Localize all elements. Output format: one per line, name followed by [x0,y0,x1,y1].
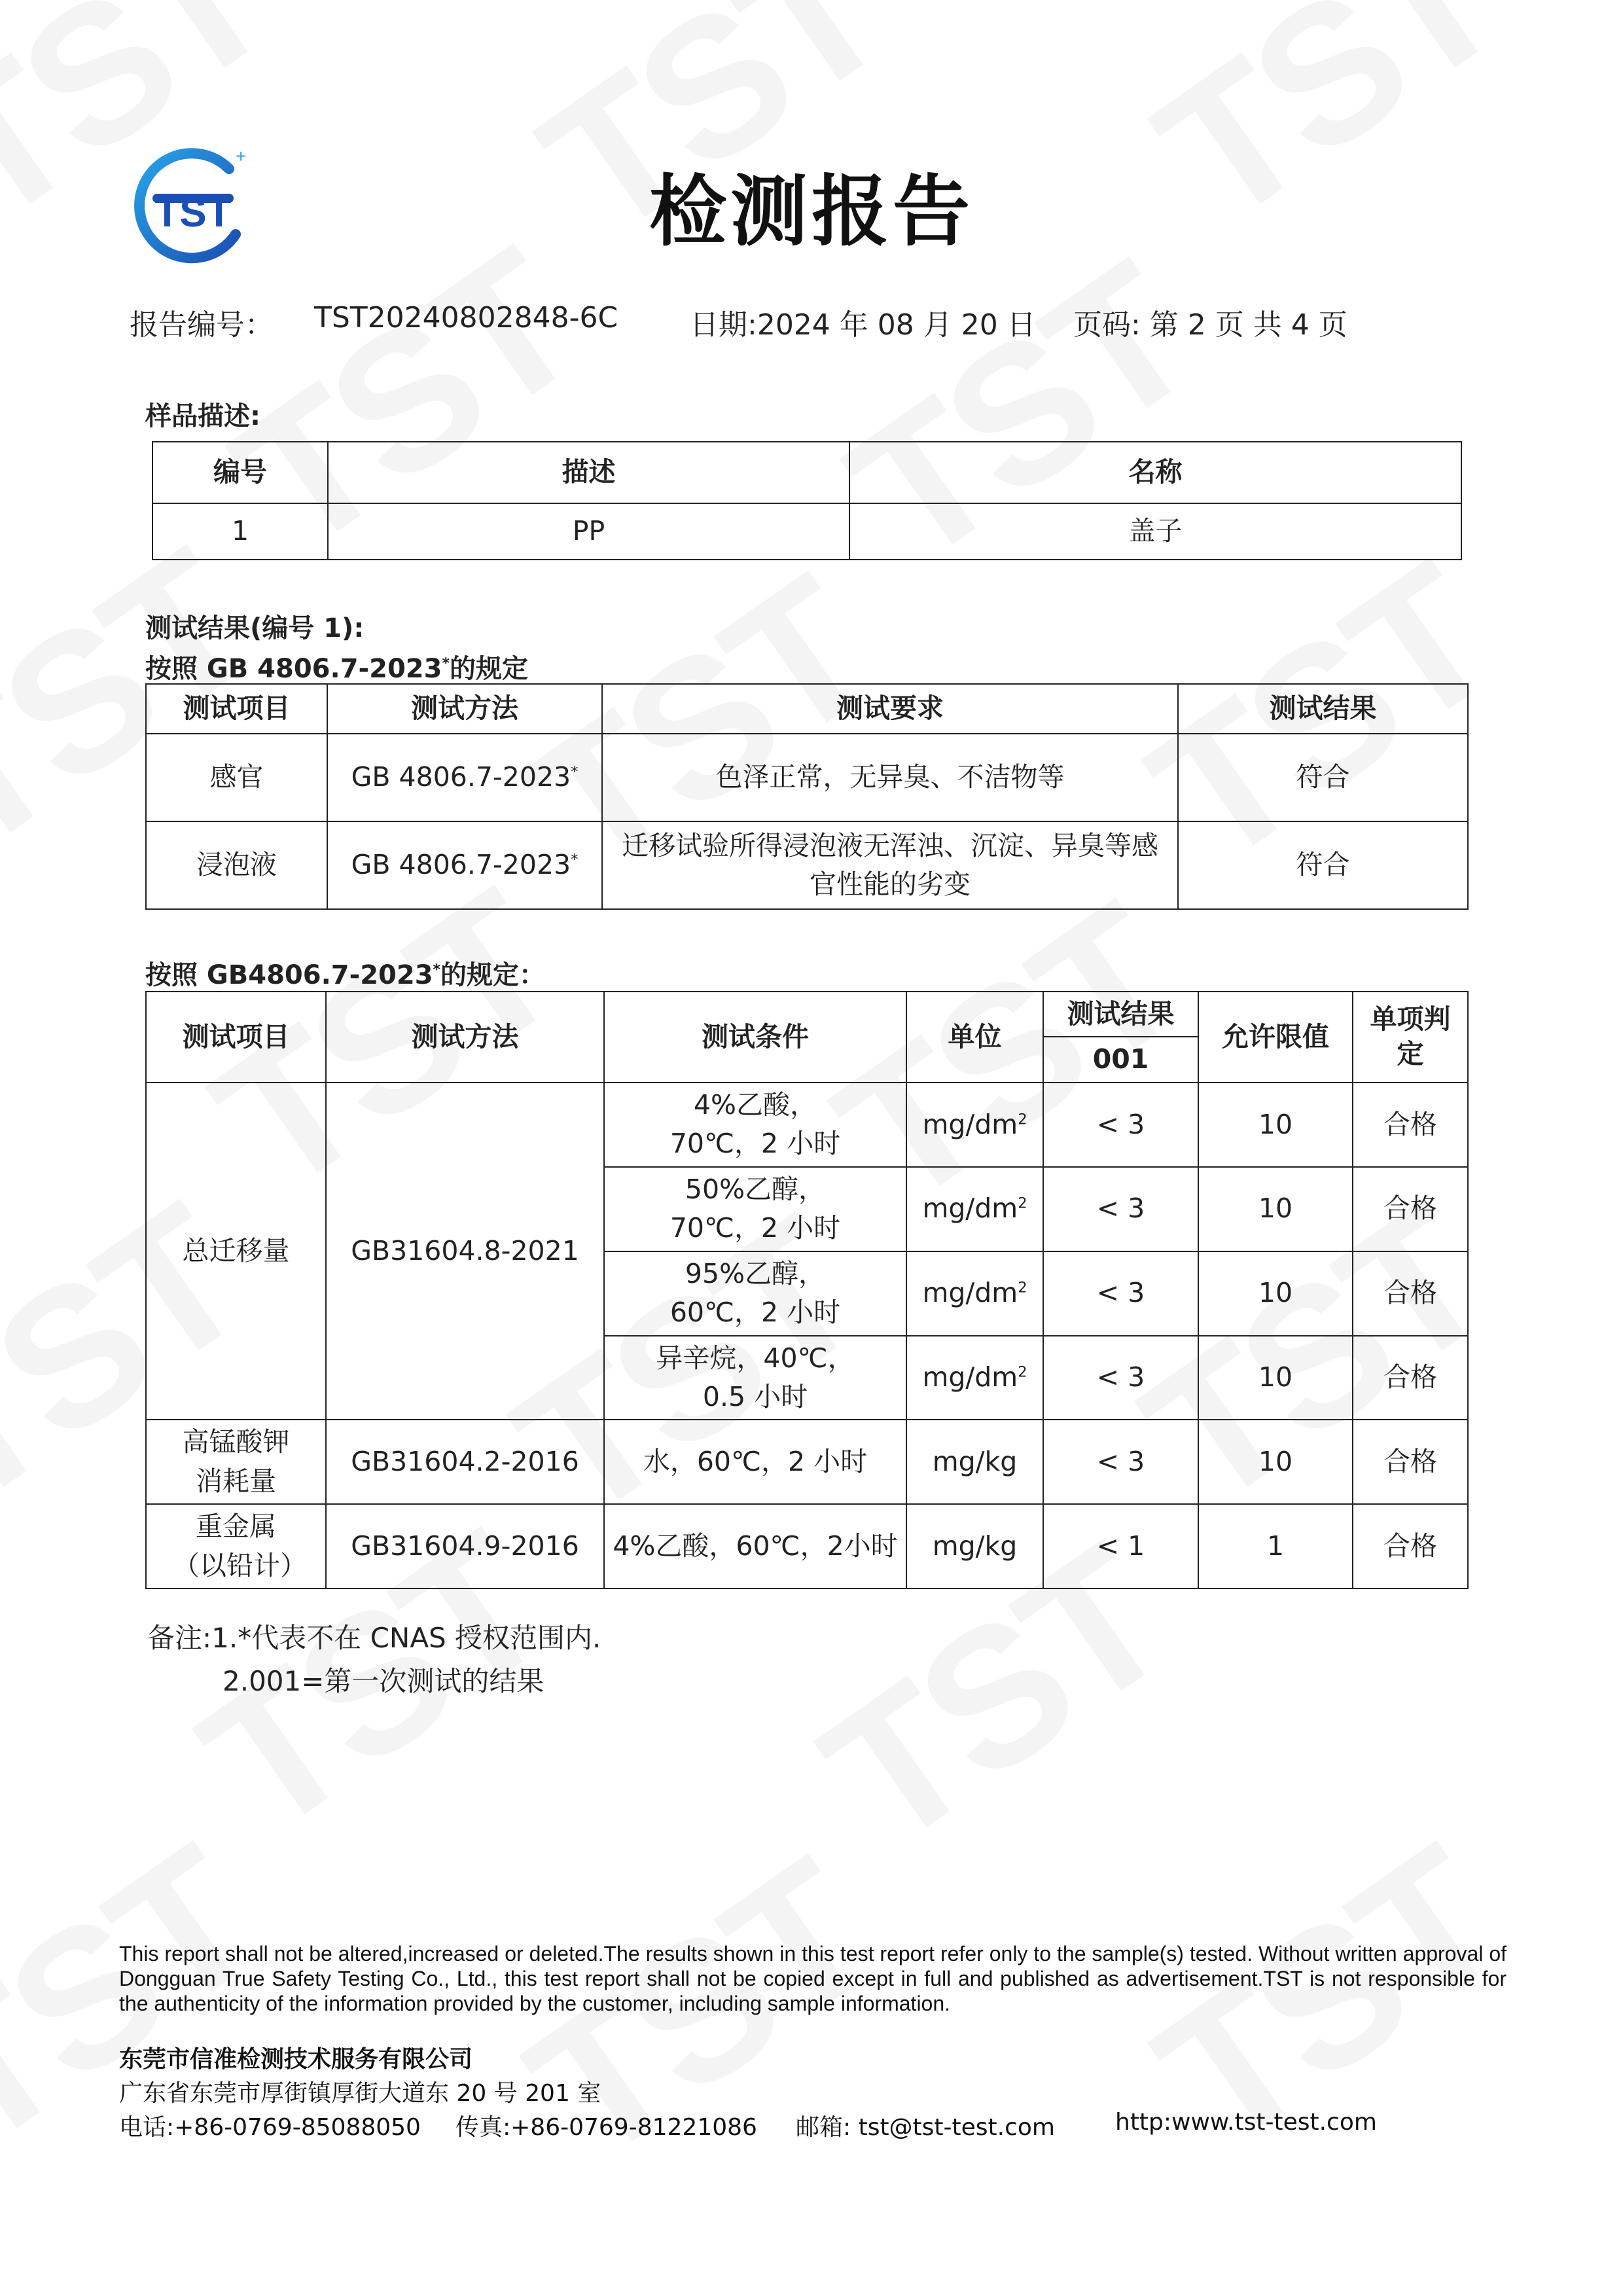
website-link[interactable]: http:www.tst-test.com [1115,2109,1377,2136]
sample-section-label: 样品描述: [145,401,260,431]
sensory-results-table [145,683,1469,910]
sample-description: PP [328,503,849,560]
document-title: 检测报告 [649,166,974,257]
test-condition: 4%乙酸，70℃，2 小时 [604,1083,906,1167]
test-condition: 4%乙酸，60℃，2小时 [604,1504,906,1588]
report-meta [130,301,1493,340]
sample-table [152,441,1462,560]
test-result: < 3 [1043,1336,1198,1420]
test-requirement: 色泽正常，无异臭、不洁物等 [602,734,1178,821]
contact-info [119,2109,1507,2142]
test-item: 总迁移量 [146,1083,326,1420]
unit: mg/kg [906,1504,1043,1588]
email-link[interactable]: 邮箱: tst@tst-test.com [796,2114,1056,2141]
column-header: 测试要求 [602,684,1178,734]
table-row [152,503,1461,560]
column-header: 测试方法 [326,992,604,1083]
unit: $mg/dm^2$ [906,1251,1043,1336]
judgement: 合格 [1353,1504,1468,1588]
limit-value: 1 [1198,1504,1353,1588]
test-result: 符合 [1178,821,1468,909]
judgement: 合格 [1353,1336,1468,1420]
results-section-label: 测试结果(编号 1): [145,613,365,643]
sample-name: 盖子 [849,503,1461,560]
table-row [146,734,1468,821]
unit: mg/kg [906,1420,1043,1504]
test-method: GB31604.2-2016 [326,1420,604,1504]
test-result: < 3 [1043,1420,1198,1504]
remarks [147,1617,601,1703]
test-item: 重金属（以铅计） [146,1504,326,1588]
page-number: 页码: 第 2 页 共 4 页 [1073,308,1347,342]
limit-value: 10 [1198,1336,1353,1420]
column-header: 编号 [152,442,328,503]
table-row [146,821,1468,909]
remark-line: 备注:1.*代表不在 CNAS 授权范围内. [147,1622,601,1654]
table-header-row [146,684,1468,734]
column-header: 测试条件 [604,992,906,1083]
column-header: 测试项目 [146,684,327,734]
test-item: 高锰酸钾消耗量 [146,1420,326,1504]
table-row [146,1504,1468,1588]
limit-value: 10 [1198,1251,1353,1336]
report-number-label: 报告编号： [130,308,274,342]
judgement: 合格 [1353,1420,1468,1504]
disclaimer: This report shall not be altered,increased or deleted.The results shown in this test report refer only to the sample(s) tested. Without written approval of Dongguan True Safety Testing Co., Ltd., this test report shall not be copied except in full and published as advertisement.TST is not responsible for the authenticity of the information provided by the customer, including sample information. [119,1942,1507,2015]
test-method: GB31604.8-2021 [326,1083,604,1420]
report-date: 日期:2024 年 08 月 20 日 [690,308,1036,342]
table-header-row [146,992,1468,1037]
test-result: < 3 [1043,1251,1198,1336]
column-header: 测试结果 [1043,992,1198,1037]
test-method: GB31604.9-2016 [326,1504,604,1588]
column-header: 测试项目 [146,992,326,1083]
limit-value: 10 [1198,1083,1353,1167]
column-header: 允许限值 [1198,992,1353,1083]
logo-text: TST [154,190,232,236]
test-method: GB 4806.7-2023* [327,821,602,909]
limit-value: 10 [1198,1420,1353,1504]
test-condition: 异辛烷，40℃，0.5 小时 [604,1336,906,1420]
standard-label: 按照 GB 4806.7-2023*的规定 [145,654,528,684]
fax-number: 传真:+86-0769-81221086 [455,2114,757,2141]
company-name: 东莞市信准检测技术服务有限公司 [119,2046,473,2073]
column-header: 测试方法 [327,684,602,734]
migration-results-table [145,991,1469,1589]
judgement: 合格 [1353,1083,1468,1167]
test-item: 感官 [146,734,327,821]
test-condition: 50%乙醇，70℃，2 小时 [604,1167,906,1251]
column-header: 测试结果 [1178,684,1468,734]
unit: $mg/dm^2$ [906,1336,1043,1420]
test-condition: 95%乙醇，60℃，2 小时 [604,1251,906,1336]
column-subheader: 001 [1043,1037,1198,1082]
judgement: 合格 [1353,1167,1468,1251]
column-header: 名称 [849,442,1461,503]
judgement: 合格 [1353,1251,1468,1336]
column-header: 单位 [906,992,1043,1083]
column-header: 描述 [328,442,849,503]
table-row [146,1420,1468,1504]
test-result: 符合 [1178,734,1468,821]
test-method: GB 4806.7-2023* [327,734,602,821]
svg-text:+: + [236,146,247,166]
report-number: TST20240802848-6C [314,301,618,334]
limit-value: 10 [1198,1167,1353,1251]
phone-number: 电话:+86-0769-85088050 [119,2114,421,2141]
test-requirement: 迁移试验所得浸泡液无浑浊、沉淀、异臭等感官性能的劣变 [602,821,1178,909]
test-item: 浸泡液 [146,821,327,909]
unit: $mg/dm^2$ [906,1083,1043,1167]
column-header: 单项判定 [1353,992,1468,1083]
test-condition: 水，60℃，2 小时 [604,1420,906,1504]
unit: $mg/dm^2$ [906,1167,1043,1251]
sample-id: 1 [152,503,328,560]
test-result: < 3 [1043,1083,1198,1167]
remark-line: 2.001=第一次测试的结果 [223,1665,544,1697]
migration-section-label: 按照 GB4806.7-2023*的规定： [145,960,546,990]
company-address: 广东省东莞市厚街镇厚街大道东 20 号 201 室 [119,2080,601,2107]
test-result: < 3 [1043,1167,1198,1251]
test-result: < 1 [1043,1504,1198,1588]
table-row [146,1083,1468,1167]
table-header-row [152,442,1461,503]
